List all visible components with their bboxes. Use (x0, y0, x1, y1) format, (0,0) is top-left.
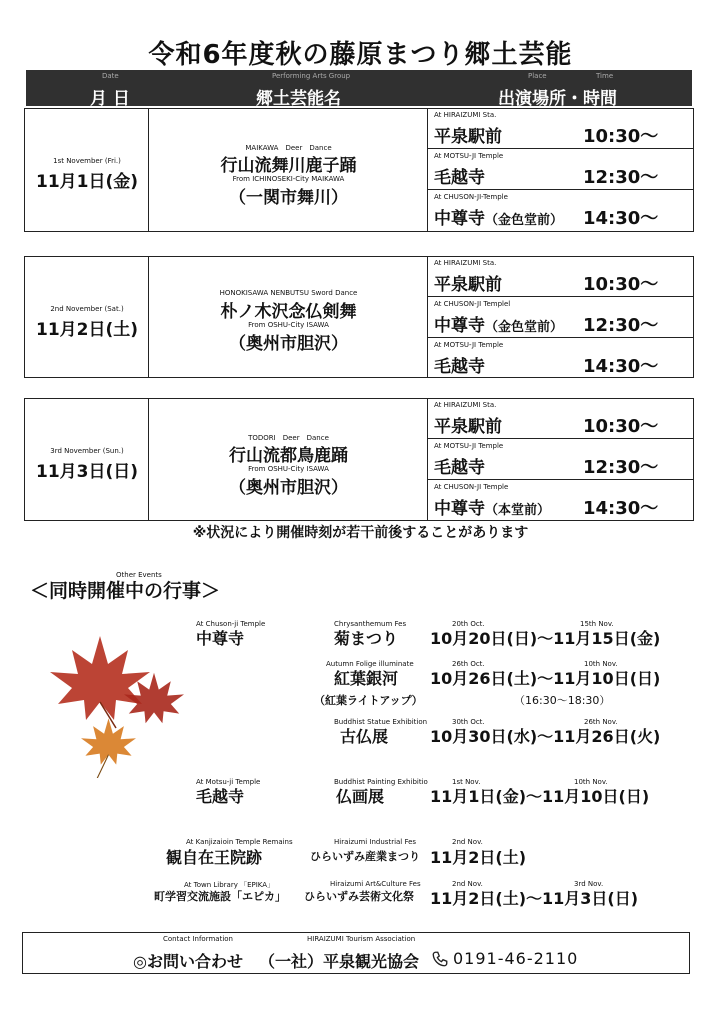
event-date: 11月2日(土) (35, 320, 139, 340)
library-fes: ひらいずみ芸術文化祭 (304, 890, 414, 903)
slot-place (434, 163, 485, 188)
slot-place-name: 毛越寺 (434, 357, 485, 377)
slot (428, 440, 693, 480)
koyo-en: Autumn Folige illuminate (326, 660, 414, 668)
slot-place (434, 412, 502, 437)
performance-origin: （一関市舞川） (229, 188, 348, 208)
kanji-date: 11月2日(土) (430, 848, 527, 867)
kiku-dates: 10月20日(日)～11月15日(金) (430, 629, 661, 648)
maple-leaf-large (50, 636, 150, 728)
page-title: 令和6年度秋の藤原まつり郷土芸能 (148, 40, 573, 70)
performance-en: MAIKAWA Deer Dance (245, 144, 332, 152)
slot-place (434, 122, 502, 147)
event-date-cell (25, 399, 149, 520)
library-name: 町学習交流施設「エピカ」 (154, 890, 286, 903)
performance-origin: （奥州市胆沢） (229, 478, 348, 498)
library-to-en: 3rd Nov. (574, 880, 604, 888)
slot-place-name: 中尊寺 (434, 316, 485, 336)
statue-dates: 10月30日(水)～11月26日(火) (430, 727, 661, 746)
event-slots (428, 399, 693, 520)
koyo-time: （16:30～18:30） (514, 694, 611, 707)
slot-time: 10:30～ (583, 126, 659, 147)
slot-place-name: 平泉駅前 (434, 127, 502, 147)
slot-place-en: At MOTSU-JI Temple (434, 442, 504, 450)
slot-place-sub: （本堂前） (485, 503, 551, 518)
table-header (26, 70, 692, 109)
kanji-en: At Kanjizaioin Temple Remains (186, 838, 293, 846)
event-performance-cell (149, 399, 428, 520)
slot-place (434, 494, 550, 519)
slot (428, 481, 693, 521)
slot-place-name: 中尊寺 (434, 209, 485, 229)
kiku-name: 菊まつり (334, 629, 399, 648)
header-place-time: 出演場所・時間 (498, 89, 617, 109)
kanji-date-en: 2nd Nov. (452, 838, 483, 846)
event-row (24, 398, 694, 521)
slot-place-en: At CHUSON-JI-Temple (434, 193, 508, 201)
slot-time: 14:30～ (583, 208, 659, 229)
event-performance-cell (149, 109, 428, 231)
header-perf-sub: Performing Arts Group (272, 72, 351, 80)
statue-name: 古仏展 (340, 727, 389, 746)
schedule-note: ※状況により開催時刻が若干前後することがあります (192, 525, 529, 541)
header-date-sub: Date (102, 72, 119, 80)
performance-from-en: From ICHINOSEKI-City MAIKAWA (232, 175, 345, 183)
event-date-en: 3rd November (Sun.) (50, 447, 124, 455)
header-date: 月 日 (90, 89, 130, 109)
paint-name: 仏画展 (336, 787, 385, 806)
slot-time: 12:30～ (583, 167, 659, 188)
contact-phone[interactable]: 0191-46-2110 (453, 949, 579, 968)
slot-time: 12:30～ (583, 315, 659, 336)
library-dates: 11月2日(土)～11月3日(日) (430, 889, 639, 908)
event-row (24, 256, 694, 378)
paint-dates: 11月1日(金)～11月10日(日) (430, 787, 650, 806)
slot-place-en: At HIRAIZUMI Sta. (434, 401, 497, 409)
kanji-name: 観自在王院跡 (166, 848, 263, 867)
slot (428, 339, 693, 379)
slot-time: 14:30～ (583, 356, 659, 377)
paint-en: Buddhist Painting Exhibitio (334, 778, 428, 786)
other-events-sub: Other Events (116, 571, 162, 579)
event-date-en: 2nd November (Sat.) (50, 305, 124, 313)
header-time-sub: Time (596, 72, 614, 80)
performance-name: 朴ノ木沢念仏剣舞 (220, 302, 357, 322)
slot (428, 399, 693, 439)
koyo-name: 紅葉銀河 (334, 669, 399, 688)
performance-from-en: From OSHU-City ISAWA (248, 465, 329, 473)
chuson-name: 中尊寺 (196, 629, 245, 648)
contact-assoc-en: HIRAIZUMI Tourism Association (307, 935, 416, 943)
slot (428, 191, 693, 231)
maple-leaf-small (81, 718, 136, 778)
slot (428, 298, 693, 338)
slot-place (434, 352, 485, 377)
slot-place-name: 中尊寺 (434, 499, 485, 519)
slot (428, 109, 693, 149)
event-date-en: 1st November (Fri.) (53, 157, 121, 165)
contact-label: ◎お問い合わせ (133, 952, 243, 971)
library-fes-en: Hiraizumi Art&Culture Fes (330, 880, 421, 888)
motsu-name: 毛越寺 (196, 787, 245, 806)
kanji-fes-en: Hiraizumi Industrial Fes (334, 838, 417, 846)
slot-place-en: At CHUSON-JI Templel (434, 300, 511, 308)
performance-from-en: From OSHU-City ISAWA (248, 321, 329, 329)
event-row (24, 108, 694, 232)
slot-place-sub: （金色堂前） (485, 320, 564, 335)
slot-place (434, 453, 485, 478)
slot-place-name: 毛越寺 (434, 168, 485, 188)
slot-time: 12:30～ (583, 457, 659, 478)
event-performance-cell (149, 257, 428, 377)
motsu-en: At Motsu-ji Temple (196, 778, 261, 786)
slot-place-name: 毛越寺 (434, 458, 485, 478)
slot-place-name: 平泉駅前 (434, 417, 502, 437)
statue-en: Buddhist Statue Exhibition (334, 718, 428, 726)
phone-icon (431, 950, 449, 968)
event-date: 11月1日(金) (35, 172, 139, 192)
slot-place-name: 平泉駅前 (434, 275, 502, 295)
event-date: 11月3日(日) (35, 462, 139, 482)
slot (428, 150, 693, 190)
performance-en: HONOKISAWA NENBUTSU Sword Dance (219, 289, 358, 297)
performance-origin: （奥州市胆沢） (229, 334, 348, 354)
statue-from-en: 30th Oct. (452, 718, 485, 726)
performance-name: 行山流都鳥鹿踊 (229, 446, 348, 466)
event-date-cell (25, 257, 149, 377)
performance-en: TODORI Deer Dance (248, 434, 329, 442)
koyo-dates: 10月26日(土)～11月10日(日) (430, 669, 661, 688)
slot-place-en: At MOTSU-JI Temple (434, 152, 504, 160)
event-date-cell (25, 109, 149, 231)
slot-place (434, 204, 563, 229)
header-place-sub: Place (528, 72, 547, 80)
maple-leaf-icon (30, 628, 190, 778)
koyo-to-en: 10th Nov. (584, 660, 618, 668)
slot-time: 10:30～ (583, 416, 659, 437)
kiku-en: Chrysanthemum Fes (334, 620, 407, 628)
contact-box (22, 932, 690, 974)
header-perf: 郷土芸能名 (256, 89, 341, 109)
event-slots (428, 257, 693, 377)
slot-place-en: At MOTSU-JI Temple (434, 341, 504, 349)
koyo-from-en: 26th Oct. (452, 660, 485, 668)
slot-time: 10:30～ (583, 274, 659, 295)
performance-name: 行山流舞川鹿子踊 (220, 156, 357, 176)
event-slots (428, 109, 693, 231)
slot-time: 14:30～ (583, 498, 659, 519)
slot-place-en: At CHUSON-JI Temple (434, 483, 509, 491)
kanji-fes: ひらいずみ産業まつり (310, 850, 420, 863)
slot-place (434, 270, 502, 295)
contact-org: （一社）平泉観光協会 (259, 952, 420, 971)
slot-place-sub: （金色堂前） (485, 213, 564, 228)
kiku-from-en: 20th Oct. (452, 620, 485, 628)
chuson-en: At Chuson-ji Temple (196, 620, 266, 628)
contact-info-en: Contact Information (163, 935, 233, 943)
slot (428, 257, 693, 297)
kiku-to-en: 15th Nov. (580, 620, 614, 628)
koyo-sub: （紅葉ライトアップ） (314, 694, 423, 707)
other-events-title: ＜同時開催中の行事＞ (30, 580, 221, 602)
statue-to-en: 26th Nov. (584, 718, 618, 726)
library-from-en: 2nd Nov. (452, 880, 483, 888)
library-en: At Town Library 「EPIKA」 (184, 881, 275, 889)
slot-place-en: At HIRAIZUMI Sta. (434, 111, 497, 119)
slot-place-en: At HIRAIZUMI Sta. (434, 259, 497, 267)
paint-to-en: 10th Nov. (574, 778, 608, 786)
paint-from-en: 1st Nov. (452, 778, 481, 786)
slot-place (434, 311, 563, 336)
